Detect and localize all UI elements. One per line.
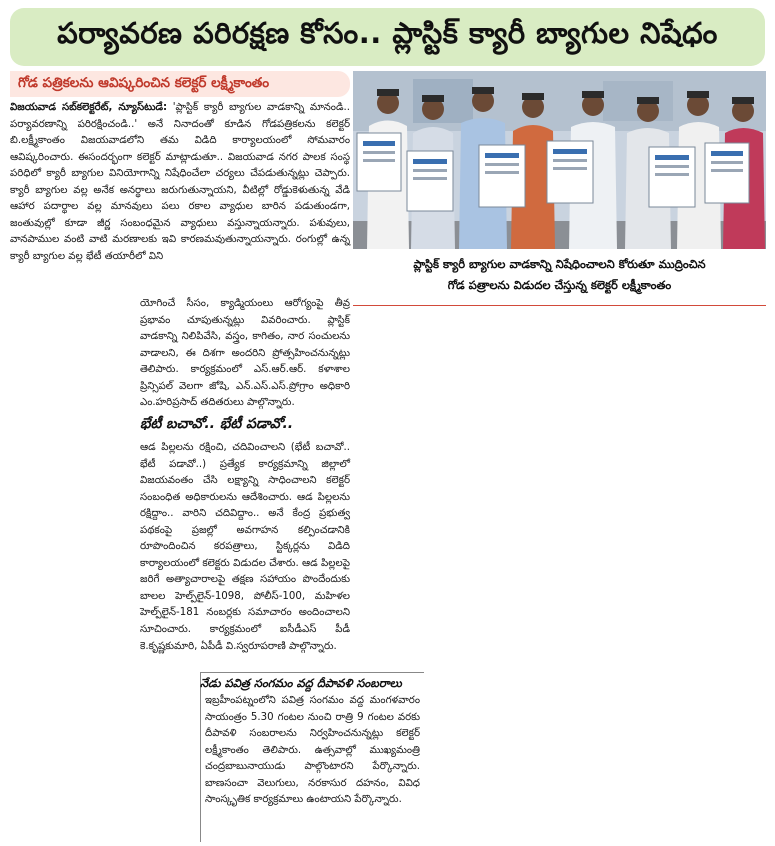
- subheadline-bar: [10, 71, 350, 97]
- news-photo: [353, 71, 766, 249]
- subheadline: గోడ పత్రికలను ఆవిష్కరించిన కలెక్టర్ లక్ష్మీకాంతం: [18, 74, 270, 91]
- article-paragraph-1-text: 'ప్లాస్టిక్ క్యారీ బ్యాగుల వాడకాన్ని మానండి.. పర్యావరణాన్ని పరిరక్షించండి..' అనే నినాదంతో కూడిన గోడపత్రికలను కలెక్టర్ బి.లక్ష్మీకాంతం విజయవాడలోని తమ విడిది కార్యాలయంలో సోమవారం ఆవిష్కరించారు. ఈసందర్భంగా కలెక్టర్ మాట్లాడుతూ.. విజయవాడ నగర పాలక సంస్థ పరిధిలో క్యారీ బ్యాగుల వినియోగాన్ని నిషేధించేలా చర్యలు చేపడుతున్నట్లు చెప్పారు. క్యారీ బ్యాగుల వల్ల అనేక అనర్థాలు జరుగుతున్నాయని, వీటిల్లో రోడ్డుకెళుతున్న వేడి ఆహార పదార్థాల వల్ల మానవులు పలు రకాల వ్యాధుల బారిన పడుతుండగా, జంతువుల్లో కూడా జీర్ణ సంబంధమైన వ్యాధులు వస్తున్నాయన్నారు. పశువులు, వానపాముల వంటి వాటి మరణాలకు ఇవి కారణమవుతున్నాయన్నారు. రంగుల్లో ఉన్న క్యారీ బ్యాగుల వల్ల భేటీ తయారీలో విని: [10, 102, 350, 262]
- boxed-story-left-border: [200, 672, 201, 842]
- article-paragraph-4: ఇబ్రహీంపట్నంలోని పవిత్ర సంగమం వద్ద మంగళవారం సాయంత్రం 5.30 గంటల నుంచి రాత్రి 9 గంటల వరకు దీపావళి సంబరాలను నిర్వహించనున్నట్లు కలెక్టర్ లక్ష్మీకాంతం తెలిపారు. ఉత్సవాల్లో ముఖ్యమంత్రి చంద్రబాబునాయుడు పాల్గొంటారని పేర్కొన్నారు. బాణసంచా వెలుగులు, నరకాసుర దహనం, వివిధ సాంస్కృతిక కార్యక్రమాలు ఉంటాయని పేర్కొన్నారు.: [205, 695, 420, 806]
- boxed-story-top-border: [200, 672, 424, 673]
- caption-divider: [353, 305, 766, 306]
- headline: పర్యావరణ పరిరక్షణ కోసం.. ప్లాస్టిక్ క్యారీ బ్యాగుల నిషేధం: [57, 16, 718, 50]
- caption-line-2: గోడ పత్రాలను విడుదల చేస్తున్న కలెక్టర్ లక్ష్మీకాంతం: [447, 278, 672, 292]
- article-paragraph-3: ఆడ పిల్లలను రక్షించి, చదివించాలని (భేటీ బచావో.. భేటీ పడావో..) ప్రత్యేక కార్యక్రమాన్ని జిల్లాలో విజయవంతం చేసి లక్ష్యాన్ని సాధించాలని కలెక్టర్ సంబంధిత అధికారులను ఆదేశించారు. ఆడ పిల్లలను రక్షిద్దాం.. వారిని చదివిద్దాం.. అనే కేంద్ర ప్రభుత్వ పథకంపై ప్రజల్లో అవగాహన కల్పించడానికి రూపొందించిన కరపత్రాలు, స్టిక్కర్లను విడిది కార్యాలయంలో కలెక్టరు విడుదల చేశారు. ఆడ పిల్లలపై జరిగే అత్యాచారాలపై తక్షణ సహాయం పొందేందుకు బాలల హెల్ప్‌లైన్-1098, పోలీస్-100, మహిళల హెల్ప్‌లైన్-181 నంబర్లకు సమాచారం అందించాలని సూచించారు. కార్యక్రమంలో ఐసీడీఎస్ పీడీ కె.కృష్ణకుమారి, ఏపీడీ వి.స్వరూపరాణి పాల్గొన్నారు.: [140, 442, 350, 652]
- photo-caption: [353, 250, 766, 300]
- caption-line-1: ప్లాస్టిక్ క్యారీ బ్యాగుల వాడకాన్ని నిషేధించాలని కోరుతూ ముద్రించిన: [413, 257, 706, 271]
- headline-banner: [10, 8, 765, 66]
- section-heading-diwali: నేడు పవిత్ర సంగమం వద్ద దీపావళి సంబరాలు: [200, 676, 402, 690]
- article-paragraph-2: యోగించే సీసం, క్యాడ్మియంలు ఆరోగ్యంపై తీవ్ర ప్రభావం చూపుతున్నట్లు వివరించారు. ప్లాస్టిక్ వాడకాన్ని నిలిపివేసి, వస్త్రం, కాగితం, నార సంచులను వాడాలని, ఈ దిశగా అందరిని ప్రోత్సహించనున్నట్లు తెలిపారు. కార్యక్రమంలో ఎస్.ఆర్.ఆర్. కళాశాల ప్రిన్సిపల్ వెలగా జోషి, ఎన్.ఎస్.ఎస్.ప్రోగ్రాం అధికారి ఎం.హరిప్రసాద్ తదితరులు పాల్గొన్నారు.: [140, 298, 350, 409]
- dateline: విజయవాడ సబ్‌కలెక్టరేట్, న్యూస్‌టుడే:: [10, 102, 168, 113]
- article-paragraph-1: [10, 100, 350, 265]
- section-heading-beti-bachao: భేటీ బచావో.. భేటీ పడావో..: [140, 416, 294, 432]
